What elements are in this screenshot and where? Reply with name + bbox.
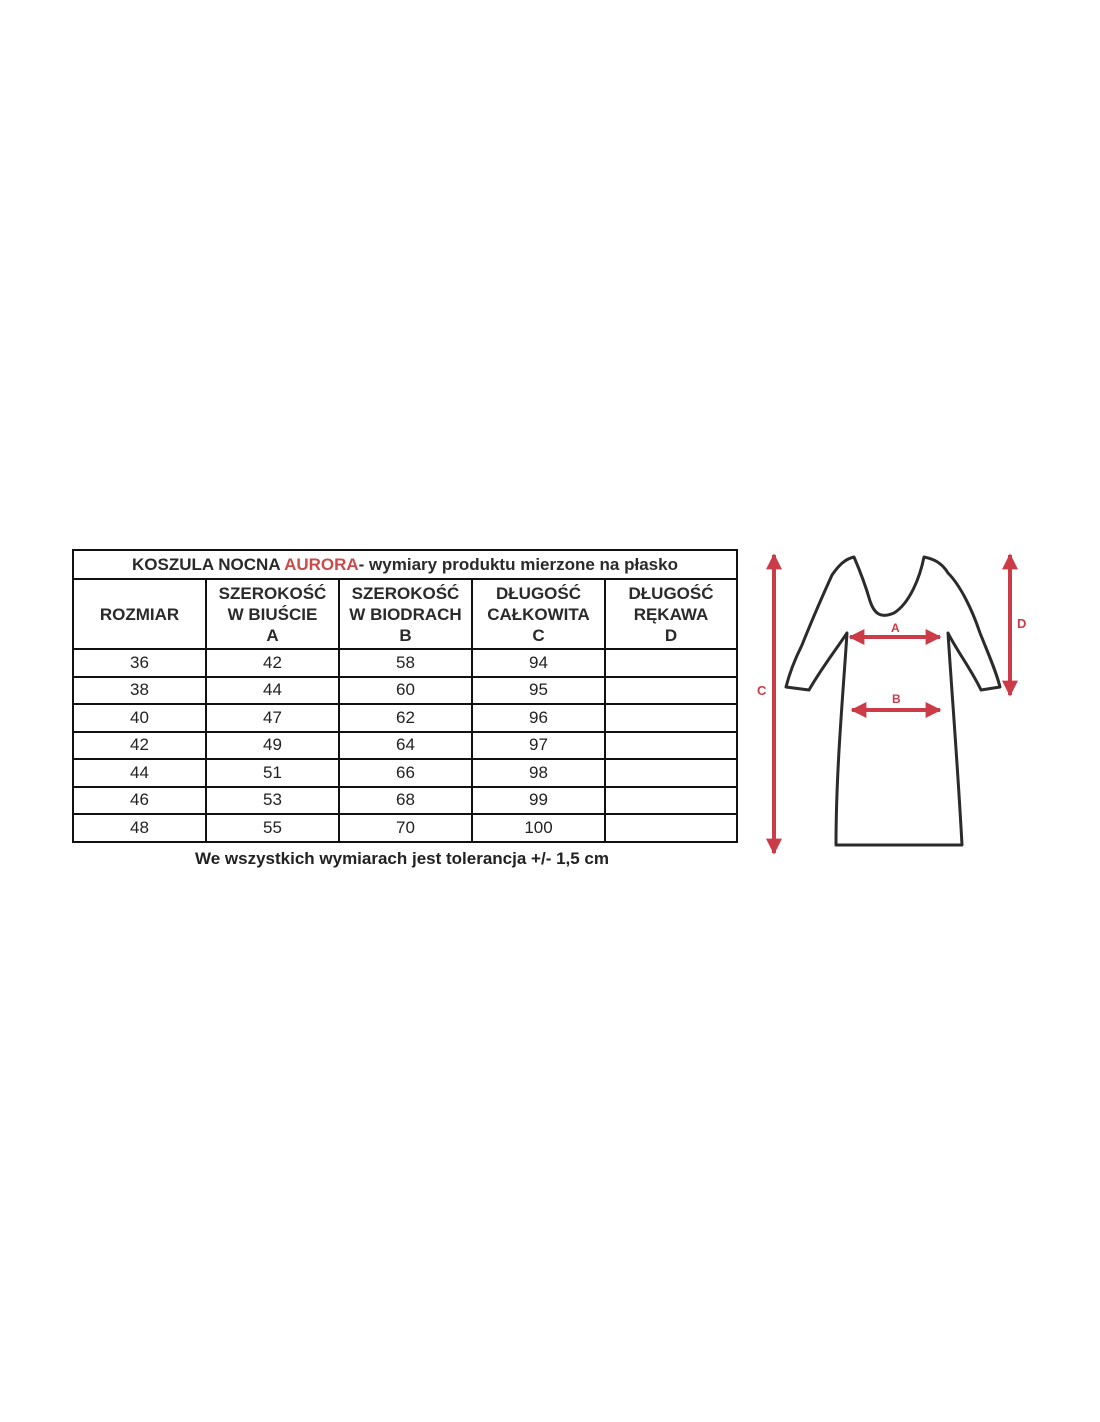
table-cell: 100 bbox=[472, 814, 605, 842]
dress-measurement-diagram bbox=[752, 545, 1027, 865]
table-cell bbox=[605, 814, 737, 842]
column-header-line: ROZMIAR bbox=[99, 604, 180, 624]
table-cell bbox=[605, 759, 737, 787]
table-body bbox=[73, 649, 737, 842]
table-cell: 42 bbox=[73, 732, 206, 760]
table-cell: 40 bbox=[73, 704, 206, 732]
title-prefix: KOSZULA NOCNA bbox=[132, 554, 285, 574]
table-cell: 94 bbox=[472, 649, 605, 677]
arrow-a-bust-width bbox=[850, 621, 940, 637]
table-title-row bbox=[73, 550, 737, 579]
table-cell: 98 bbox=[472, 759, 605, 787]
table-cell bbox=[605, 677, 737, 705]
table-cell bbox=[605, 649, 737, 677]
table-cell: 62 bbox=[339, 704, 472, 732]
table-cell: 58 bbox=[339, 649, 472, 677]
table-cell: 49 bbox=[206, 732, 339, 760]
table-cell: 99 bbox=[472, 787, 605, 815]
column-header-line: C bbox=[532, 625, 545, 645]
column-header-line: DŁUGOŚĆ bbox=[496, 583, 581, 603]
table-cell: 97 bbox=[472, 732, 605, 760]
table-cell: 38 bbox=[73, 677, 206, 705]
column-header-line: A bbox=[266, 625, 279, 645]
table-cell: 95 bbox=[472, 677, 605, 705]
column-header-line: W BIODRACH bbox=[349, 604, 462, 624]
label-b: B bbox=[892, 692, 901, 706]
arrow-c-total-length bbox=[757, 555, 774, 853]
column-header bbox=[605, 579, 737, 649]
table-cell bbox=[605, 704, 737, 732]
table-cell: 44 bbox=[206, 677, 339, 705]
table-cell: 96 bbox=[472, 704, 605, 732]
table-cell: 70 bbox=[339, 814, 472, 842]
table-cell: 64 bbox=[339, 732, 472, 760]
table-cell: 47 bbox=[206, 704, 339, 732]
column-header-line: SZEROKOŚĆ bbox=[218, 583, 327, 603]
column-header bbox=[73, 579, 206, 649]
column-header-line: B bbox=[399, 625, 412, 645]
table-cell: 51 bbox=[206, 759, 339, 787]
table-row bbox=[73, 732, 737, 760]
title-product-name: AURORA bbox=[284, 554, 359, 574]
table-cell: 60 bbox=[339, 677, 472, 705]
table-row bbox=[73, 677, 737, 705]
table-row bbox=[73, 704, 737, 732]
column-header-line: W BIUŚCIE bbox=[227, 604, 318, 624]
table-header-row bbox=[73, 579, 737, 649]
table-cell: 44 bbox=[73, 759, 206, 787]
table-row bbox=[73, 759, 737, 787]
column-header-line: DŁUGOŚĆ bbox=[628, 583, 714, 603]
title-suffix: - wymiary produktu mierzone na płasko bbox=[358, 554, 678, 574]
column-header bbox=[339, 579, 472, 649]
column-header-line: D bbox=[664, 625, 678, 645]
table-cell bbox=[605, 732, 737, 760]
arrow-b-hip-width bbox=[852, 692, 940, 710]
column-header-line: CAŁKOWITA bbox=[487, 604, 590, 624]
label-c: C bbox=[757, 683, 767, 698]
table-cell bbox=[605, 787, 737, 815]
table-cell: 42 bbox=[206, 649, 339, 677]
column-header bbox=[206, 579, 339, 649]
label-d: D bbox=[1017, 616, 1027, 631]
table-row bbox=[73, 649, 737, 677]
table-row bbox=[73, 814, 737, 842]
label-a: A bbox=[891, 621, 900, 635]
table-cell: 53 bbox=[206, 787, 339, 815]
table-cell: 48 bbox=[73, 814, 206, 842]
tolerance-note: We wszystkich wymiarach jest tolerancja +/- 1,5 cm bbox=[194, 849, 610, 868]
table-cell: 46 bbox=[73, 787, 206, 815]
table-cell: 66 bbox=[339, 759, 472, 787]
table-row bbox=[73, 787, 737, 815]
column-header bbox=[472, 579, 605, 649]
column-header-line: SZEROKOŚĆ bbox=[351, 583, 460, 603]
table-cell: 68 bbox=[339, 787, 472, 815]
table-title bbox=[73, 550, 737, 579]
size-table bbox=[72, 549, 738, 843]
table-cell: 36 bbox=[73, 649, 206, 677]
column-header-line: RĘKAWA bbox=[633, 604, 709, 624]
table-cell: 55 bbox=[206, 814, 339, 842]
